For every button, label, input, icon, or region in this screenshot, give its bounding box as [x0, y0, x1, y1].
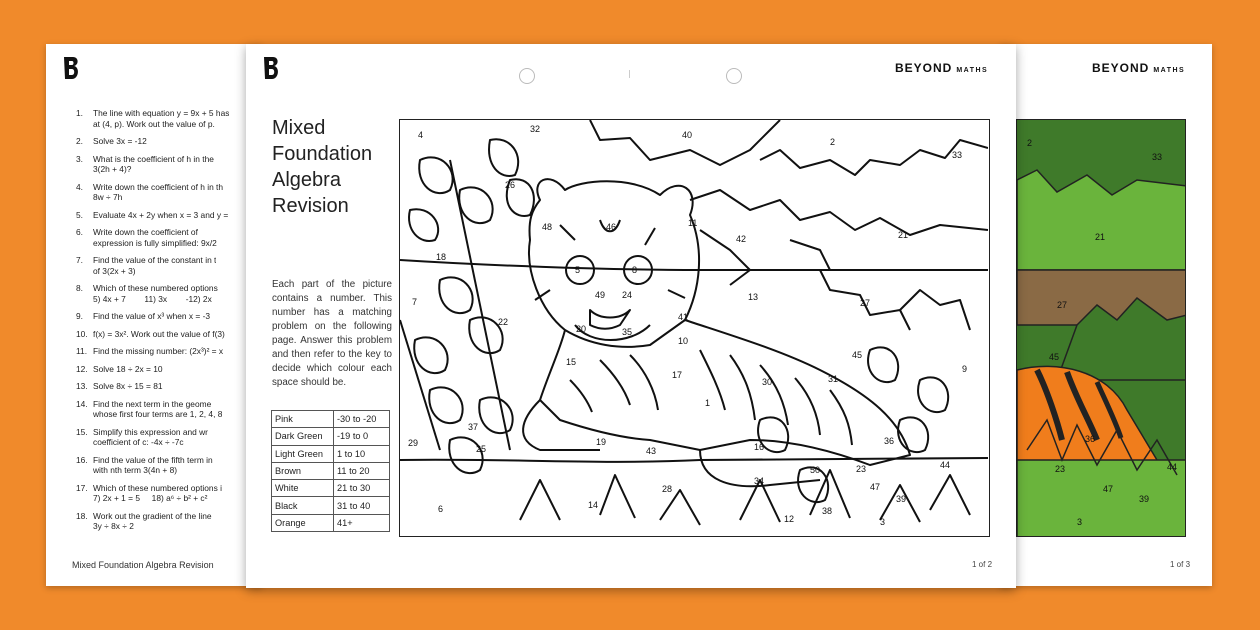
question-number: 8. — [76, 283, 83, 293]
key-row: Orange 41+ — [272, 514, 390, 531]
region-number: 7 — [412, 297, 418, 307]
question-line: Evaluate 4x + 2y when x = 3 and y = — [93, 209, 229, 220]
question-line: f(x) = 3x². Work out the value of f(3) — [93, 328, 225, 339]
question-number: 6. — [76, 227, 83, 237]
question-line: Which of these numbered options i — [93, 482, 222, 493]
region-number: 39 — [1139, 494, 1150, 504]
region-number: 2 — [1027, 138, 1033, 148]
region-number: 16 — [754, 442, 765, 452]
region-number: 1 — [705, 398, 711, 408]
colour-key-table — [271, 410, 390, 532]
question-line: 8w ÷ 7h — [93, 192, 123, 202]
region-number: 48 — [542, 222, 553, 232]
question-item — [76, 381, 246, 392]
region-number: 46 — [606, 222, 617, 232]
region-number: 5 — [575, 265, 581, 275]
question-line: coefficient of c: -4x ÷ -7c — [93, 437, 184, 447]
question-text — [93, 329, 225, 340]
question-item — [76, 483, 246, 504]
question-line: Work out the gradient of the line — [93, 510, 212, 521]
question-line: Solve 3x = -12 — [93, 136, 147, 146]
page-number: 1 of 2 — [972, 560, 993, 569]
key-row: Brown 11 to 20 — [272, 462, 390, 479]
region-number: 22 — [498, 317, 509, 327]
question-number: 17. — [76, 482, 88, 493]
region-number: 36 — [884, 436, 895, 446]
question-line: Simplify this expression and wr — [93, 426, 208, 437]
region-number: 20 — [576, 324, 587, 334]
question-item — [76, 182, 246, 203]
question-line: at (4, p). Work out the value of p. — [93, 118, 215, 129]
question-line: Which of these numbered options — [93, 283, 218, 293]
region-number: 33 — [1152, 152, 1163, 162]
question-number: 2. — [76, 136, 83, 146]
region-number: 24 — [622, 290, 633, 300]
question-line: The line with equation y = 9x + 5 has — [93, 108, 230, 118]
region-number: 21 — [898, 230, 909, 240]
region-number: 11 — [688, 218, 698, 228]
region-number: 21 — [1095, 232, 1106, 242]
question-number: 9. — [76, 311, 83, 321]
question-item — [76, 399, 246, 420]
region-number: 27 — [1057, 300, 1068, 310]
question-text — [93, 210, 228, 221]
question-line: 5) 4x + 7 11) 3x -12) 2x — [93, 293, 212, 304]
region-number: 39 — [896, 494, 907, 504]
question-number: 15. — [76, 426, 88, 437]
region-number: 47 — [1103, 484, 1114, 494]
question-line: expression is fully simplified: 9x/2 — [93, 237, 217, 248]
question-line: Write down the coefficient of — [93, 227, 198, 237]
region-number: 41 — [678, 312, 689, 322]
question-text — [93, 455, 213, 476]
question-text — [93, 283, 218, 304]
question-line: Write down the coefficient of h in th — [93, 181, 224, 192]
question-list — [76, 108, 246, 539]
question-number: 5. — [76, 209, 83, 220]
coloured-picture-preview — [1016, 119, 1186, 537]
question-text — [93, 108, 229, 129]
question-item — [76, 346, 246, 357]
question-number: 4. — [76, 181, 83, 192]
question-text — [93, 311, 210, 322]
question-line: Find the missing number: (2x³)² = x — [93, 346, 224, 356]
region-number: 18 — [436, 252, 447, 262]
question-item — [76, 427, 246, 448]
region-number: 40 — [682, 130, 693, 140]
question-text — [93, 427, 208, 448]
key-row: Black 31 to 40 — [272, 497, 390, 514]
question-item — [76, 455, 246, 476]
key-row: Pink -30 to -20 — [272, 411, 390, 428]
worksheet-footer-title: Mixed Foundation Algebra Revision — [72, 560, 214, 570]
question-text — [93, 364, 163, 375]
question-text — [93, 154, 214, 175]
question-item — [76, 210, 246, 221]
region-number: 28 — [662, 484, 673, 494]
key-row: White 21 to 30 — [272, 480, 390, 497]
question-line: Solve 8x ÷ 15 = 81 — [93, 381, 163, 391]
region-number: 38 — [822, 506, 833, 516]
region-number: 14 — [588, 500, 599, 510]
question-item — [76, 108, 246, 129]
question-text — [93, 511, 212, 532]
instructions-text: Each part of the picture contains a number. This number has a matching problem on the following page. Answer this problem and then refer to the key to decide which colour each space should be. — [272, 279, 392, 388]
question-line: Find the value of the fifth term in — [93, 454, 213, 465]
region-number: 45 — [1049, 352, 1060, 362]
question-number: 13. — [76, 381, 88, 391]
region-number: 25 — [476, 444, 487, 454]
question-line: 3y ÷ 8x ÷ 2 — [93, 521, 134, 531]
brand-wordmark: BEYOND MATHS — [895, 61, 989, 75]
tiger-colouring-picture — [399, 119, 990, 537]
region-number: 19 — [596, 437, 607, 447]
region-number: 42 — [736, 234, 747, 244]
question-number: 16. — [76, 454, 88, 465]
question-item — [76, 511, 246, 532]
region-number: 13 — [748, 292, 759, 302]
question-text — [93, 346, 223, 357]
binder-hole-icon — [519, 68, 535, 84]
question-text — [93, 381, 163, 392]
beyond-logo-icon — [62, 55, 82, 81]
region-number: 36 — [1085, 434, 1096, 444]
question-line: Solve 18 ÷ 2x = 10 — [93, 363, 163, 374]
question-item — [76, 136, 246, 147]
region-number: 33 — [952, 150, 963, 160]
worksheet-title: Mixed Foundation Algebra Revision — [272, 117, 373, 217]
region-number: 15 — [566, 357, 577, 367]
question-item — [76, 364, 246, 375]
region-number: 44 — [1167, 462, 1178, 472]
beyond-logo-icon — [262, 55, 282, 81]
question-item — [76, 283, 246, 304]
question-item — [76, 255, 246, 276]
region-number: 45 — [852, 350, 863, 360]
region-number: 6 — [438, 504, 444, 514]
region-number: 3 — [1077, 517, 1083, 527]
region-number: 37 — [468, 422, 479, 432]
region-number: 3 — [880, 517, 886, 527]
region-number: 34 — [754, 476, 765, 486]
binder-hole-icon — [726, 68, 742, 84]
question-number: 14. — [76, 398, 88, 409]
question-text — [93, 483, 222, 504]
region-number: 43 — [646, 446, 657, 456]
region-number: 2 — [830, 137, 836, 147]
question-text — [93, 182, 223, 203]
question-number: 11. — [76, 346, 88, 356]
region-number: 10 — [678, 336, 689, 346]
question-text — [93, 227, 217, 248]
region-number: 23 — [1055, 464, 1066, 474]
question-number: 7. — [76, 255, 83, 265]
key-row: Light Green 1 to 10 — [272, 445, 390, 462]
region-number: 32 — [530, 124, 541, 134]
region-number: 26 — [505, 180, 516, 190]
question-line: Find the value of x³ when x = -3 — [93, 311, 211, 321]
region-number: 44 — [940, 460, 951, 470]
question-line: with nth term 3(4n + 8) — [93, 465, 178, 475]
region-number: 12 — [784, 514, 795, 524]
region-number: 27 — [860, 298, 871, 308]
region-number: 31 — [828, 374, 839, 384]
question-line: whose first four terms are 1, 2, 4, 8 — [93, 409, 223, 419]
region-number: 17 — [672, 370, 683, 380]
region-number: 47 — [870, 482, 881, 492]
question-line: Find the next term in the geome — [93, 398, 212, 409]
question-item — [76, 227, 246, 248]
question-item — [76, 329, 246, 340]
question-item — [76, 154, 246, 175]
region-number: 8 — [632, 265, 638, 275]
fold-mark — [629, 70, 630, 78]
question-line: 3(2h + 4)? — [93, 164, 132, 174]
question-text — [93, 255, 216, 276]
question-number: 18. — [76, 510, 88, 521]
question-line: 7) 2x + 1 = 5 18) a⁶ ÷ b² + c² — [93, 493, 208, 503]
question-line: of 3(2x + 3) — [93, 265, 136, 276]
key-row: Dark Green -19 to 0 — [272, 428, 390, 445]
question-line: Find the value of the constant in t — [93, 255, 217, 265]
question-text — [93, 136, 147, 147]
question-number: 10. — [76, 328, 88, 339]
region-number: 30 — [762, 377, 773, 387]
question-number: 3. — [76, 153, 83, 164]
region-number: 4 — [418, 130, 424, 140]
question-line: What is the coefficient of h in the — [93, 153, 214, 164]
region-number: 23 — [856, 464, 867, 474]
question-text — [93, 399, 222, 420]
region-number: 29 — [408, 438, 419, 448]
question-number: 1. — [76, 108, 83, 118]
page-number-right: 1 of 3 — [1170, 560, 1191, 569]
region-number: 9 — [962, 364, 968, 374]
region-number: 50 — [810, 465, 821, 475]
region-number: 49 — [595, 290, 606, 300]
brand-wordmark-right: BEYOND MATHS — [1092, 61, 1186, 75]
question-number: 12. — [76, 363, 88, 374]
region-number: 35 — [622, 327, 633, 337]
question-item — [76, 311, 246, 322]
